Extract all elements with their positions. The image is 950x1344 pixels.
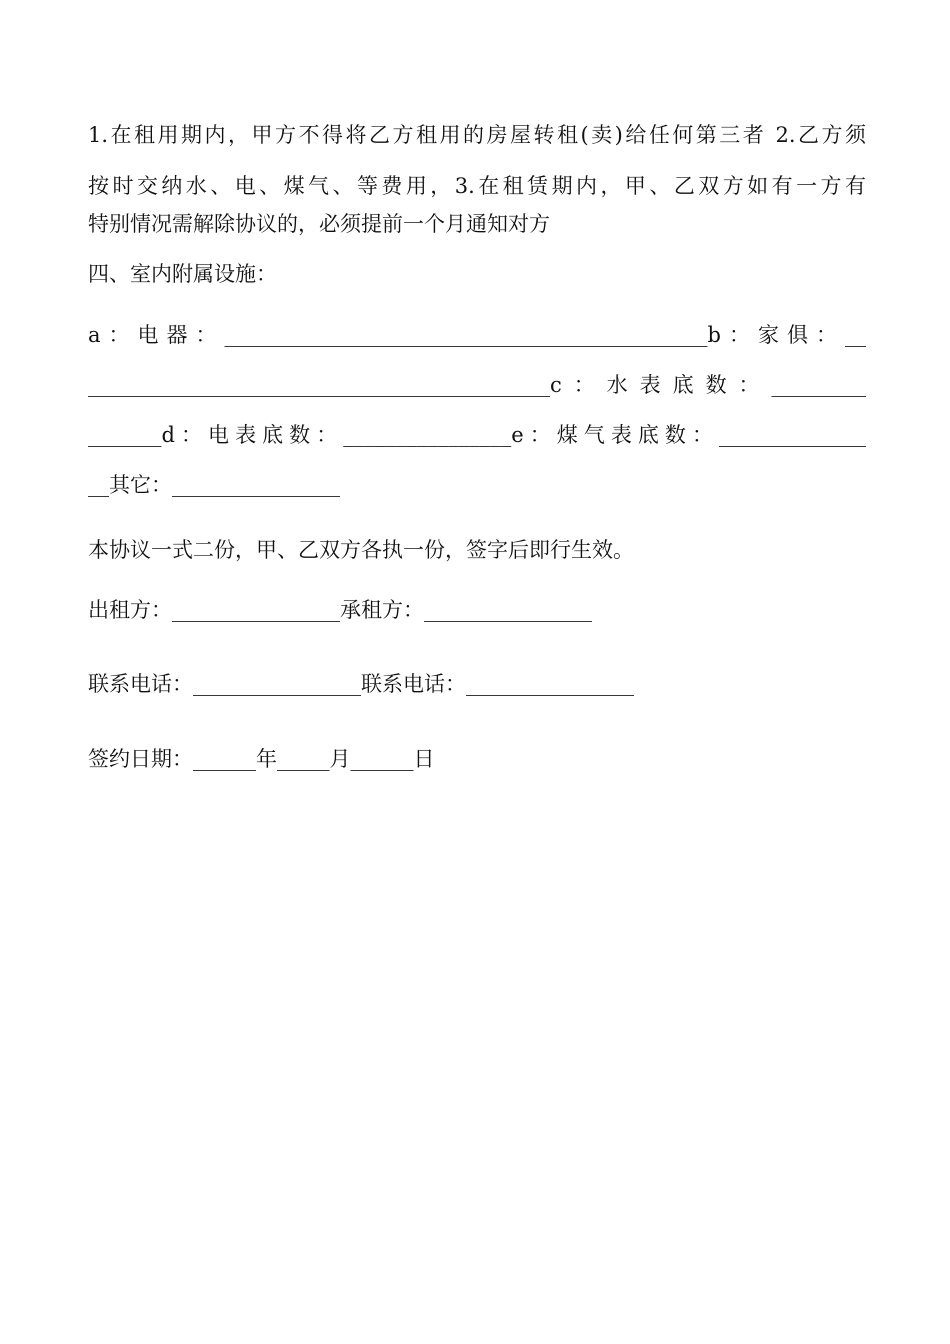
clause-line-2: 按时交纳水、电、煤气、等费用，3.在租赁期内，甲、乙双方如有一方有 bbox=[88, 174, 866, 198]
signature-line: 出租方：________________承租方：________________ bbox=[88, 598, 592, 622]
facilities-line-3: _______d：电表底数：________________e：煤气表底数：______________ bbox=[88, 423, 866, 447]
facilities-line-4: __其它：________________ bbox=[88, 473, 340, 497]
agreement-text: 本协议一式二份，甲、乙双方各执一份，签字后即行生效。 bbox=[88, 538, 634, 562]
phone-line: 联系电话：________________联系电话：________________ bbox=[88, 672, 634, 696]
facilities-line-2: ____________________________________________c：水表底数：_________ bbox=[88, 373, 866, 397]
clause-line-1: 1.在租用期内，甲方不得将乙方租用的房屋转租(卖)给任何第三者 2.乙方须 bbox=[88, 123, 866, 147]
date-line: 签约日期：______年_____月______日 bbox=[88, 747, 435, 771]
facilities-line-1: a：电器：______________________________________________b：家俱：__ bbox=[88, 323, 866, 347]
section-heading: 四、室内附属设施： bbox=[88, 262, 277, 286]
clause-line-3: 特别情况需解除协议的，必须提前一个月通知对方 bbox=[88, 212, 550, 236]
